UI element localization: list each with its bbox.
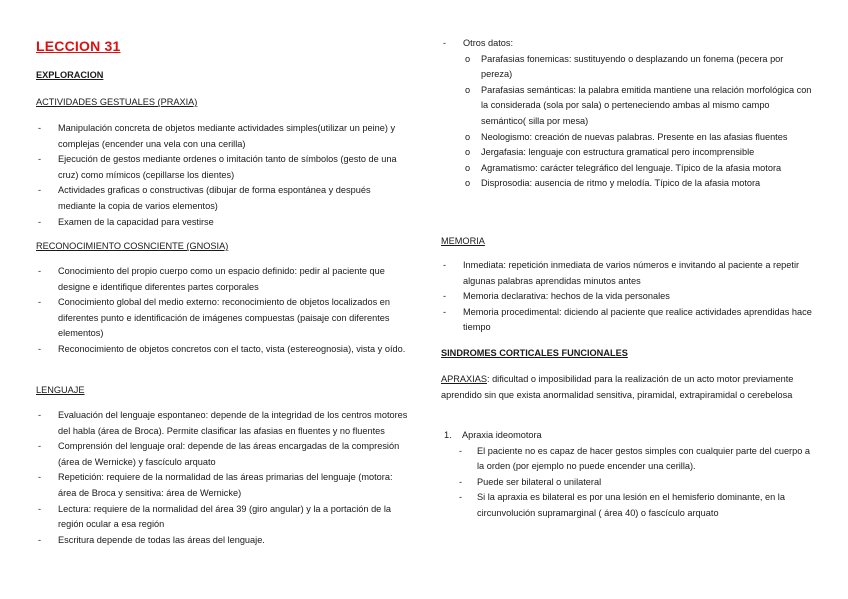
list-item [36,533,408,549]
otros-label-text: Otros datos: [463,38,514,48]
list-item [441,52,813,83]
list-item-text: Conocimiento global del medio externo: reconocimiento de objetos localizados en diferentes punto e identificación de imágenes compuestas (paisaje con diferentes elementos) [58,297,390,339]
list-item [441,161,813,177]
otros-datos-label [441,36,813,52]
list-item [36,502,408,533]
dash-marker: - [38,343,42,354]
list-item-text: Repetición: requiere de la normalidad de las áreas primarias del lenguaje (motora: área de Broca y sensitiva: área de Wernicke) [58,472,393,498]
list-item-text: Si la apraxia es bilateral es por una lesión en el hemisferio dominante, en la circunvolución supramarginal ( área 40) o fascículo arquato [477,492,785,518]
list-item-text: Puede ser bilateral o unilateral [477,476,602,487]
list-item [36,121,408,152]
list-item [36,342,408,358]
dash-marker: - [38,297,42,308]
gnosia-heading: RECONOCIMIENTO COSNCIENTE (GNOSIA) [36,241,229,251]
list-item-text: Ejecución de gestos mediante ordenes o imitación tanto de símbolos (gesto de una cruz) como mímicos (cepillarse los dientes) [58,154,397,180]
list-item [441,83,813,130]
list-item-text: Manipulación concreta de objetos mediante actividades simples(utilizar un peine) y complejas (encender una vela con una cerilla) [58,123,396,149]
list-item [36,264,408,295]
circle-bullet-icon: o [465,84,471,95]
list-item-text: Lectura: requiere de la normalidad del área 39 (giro angular) y la a portación de la región ocular a esa región [58,503,391,530]
list-item [441,130,813,146]
numbered-item [441,428,813,444]
praxia-heading: ACTIVIDADES GESTUALES (PRAXIA) [36,97,198,107]
dash-marker: - [38,123,42,133]
list-item [441,145,813,161]
exploracion-heading: EXPLORACION [36,70,104,80]
apraxia-ideomotora [441,428,813,522]
list-item-text: Evaluación del lenguaje espontaneo: depende de la integridad de los centros motores del habla (área de Broca). Permite clasificar las afasias en fluentes y no fluentes [58,410,408,436]
list-item [36,183,408,214]
numbered-item-label: Apraxia ideomotora [462,430,542,440]
dash-marker: - [38,410,42,420]
list-item [441,305,813,336]
page-title: LECCION 31 [36,38,121,54]
circle-bullet-icon: o [465,178,471,189]
dash-marker: - [38,266,42,276]
list-item-text: Inmediata: repetición inmediata de varios números e invitando al paciente a repetir algunas palabras aprendidas minutos antes [463,260,800,286]
list-item [36,408,408,439]
memoria-list [441,258,813,336]
dash-marker: - [443,38,447,48]
list-item-text: Agramatismo: carácter telegráfico del lenguaje. Típico de la afasia motora [481,162,782,173]
circle-bullet-icon: o [465,53,471,64]
list-item [441,444,813,475]
memoria-heading: MEMORIA [441,236,485,246]
circle-bullet-icon: o [465,131,471,142]
sindromes-heading: SINDROMES CORTICALES FUNCIONALES [441,348,628,358]
circle-bullet-icon: o [465,147,471,158]
list-item-text: Parafasias fonemicas: sustituyendo o desplazando un fonema (pecera por pereza) [481,53,784,80]
item-number: 1. [444,430,452,440]
list-item [441,475,813,491]
list-item-text: Comprensión del lenguaje oral: depende de las áreas encargadas de la compresión (área de Wernicke) y fascículo arquato [58,441,400,467]
dash-marker: - [459,492,463,503]
apraxias-term: APRAXIAS [441,374,487,384]
list-item-text: Jergafasia: lenguaje con estructura gramatical pero incomprensible [481,147,755,158]
praxia-list [36,121,408,230]
list-item-text: Parafasias semánticas: la palabra emitida mantiene una relación morfológica con la considerada (sola por sala) o perteneciendo ambas al mismo campo semántico( silla por mesa) [481,84,812,126]
list-item-text: Conocimiento del propio cuerpo como un espacio definido: pedir al paciente que designe e identifique diferentes partes corporales [58,266,385,292]
lenguaje-list [36,408,408,548]
list-item-text: El paciente no es capaz de hacer gestos simples con cualquier parte del cuerpo a la orden (por ejemplo no puede encender una cerilla). [477,445,810,472]
dash-marker: - [38,441,42,452]
list-item [36,470,408,501]
dash-marker: - [459,476,463,487]
list-item-text: Examen de la capacidad para vestirse [58,216,214,227]
list-item-text: Reconocimiento de objetos concretos con el tacto, vista (estereognosia), vista y oído. [58,343,406,354]
dash-marker: - [38,472,42,483]
list-item [441,176,813,192]
dash-marker: - [38,216,42,227]
apraxias-definition: : dificultad o imposibilidad para la realización de un acto motor previamente aprendido sin que exista anormalidad sensitiva, piramidal, extrapiramidal o cerebelosa [441,374,794,400]
dash-marker: - [443,306,447,317]
circle-bullet-icon: o [465,162,471,173]
otros-datos [441,36,813,192]
list-item [36,295,408,342]
list-item-text: Disprosodia: ausencia de ritmo y melodía. Típico de la afasia motora [481,178,761,189]
list-item [36,215,408,231]
list-item-text: Neologismo: creación de nuevas palabras. Presente en las afasias fluentes [481,131,788,142]
list-item [36,439,408,470]
dash-marker: - [459,445,463,456]
list-item-text: Memoria procedimental: diciendo al paciente que realice actividades aprendidas hace tiempo [463,306,812,333]
dash-marker: - [443,291,447,302]
list-item-text: Memoria declarativa: hechos de la vida personales [463,291,670,302]
list-item-text: Escritura depende de todas las áreas del lenguaje. [58,534,265,545]
list-item [441,289,813,305]
apraxias-paragraph [441,372,813,403]
list-item [441,490,813,521]
dash-marker: - [38,185,42,196]
dash-marker: - [443,260,447,270]
list-item [441,258,813,289]
gnosia-list [36,264,408,358]
dash-marker: - [38,503,42,514]
list-item [36,152,408,183]
dash-marker: - [38,534,42,545]
lenguaje-heading: LENGUAJE [36,385,85,395]
list-item-text: Actividades graficas o constructivas (dibujar de forma espontánea y después mediante la copia de varios elementos) [58,185,371,211]
dash-marker: - [38,154,42,165]
